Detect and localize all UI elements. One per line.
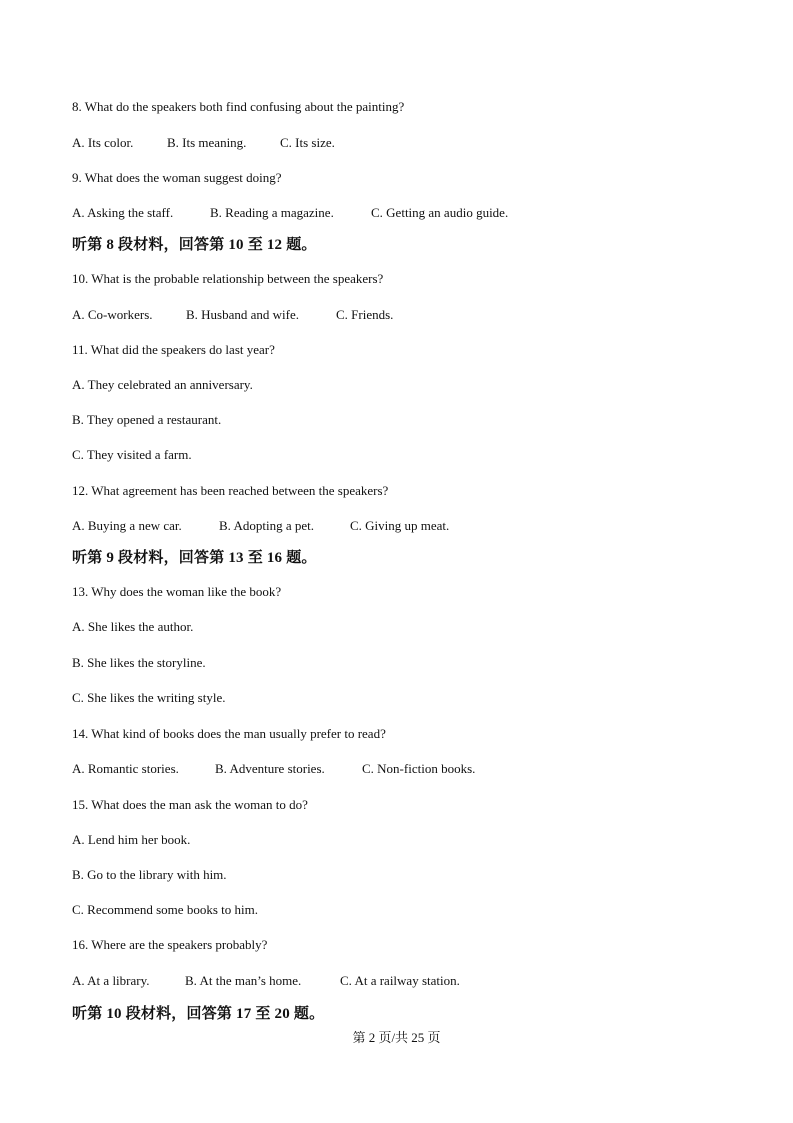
option-a: A. At a library. — [72, 973, 150, 988]
option-b: B. Its meaning. — [167, 135, 247, 150]
question-14: 14. What kind of books does the man usually prefer to read? — [72, 726, 386, 741]
option-b: B. Adventure stories. — [215, 761, 325, 776]
option-c: C. At a railway station. — [340, 973, 460, 988]
option-c: C. Its size. — [280, 135, 335, 150]
page-footer: 第 2 页/共 25 页 — [352, 1030, 441, 1045]
question-10-options — [72, 307, 393, 323]
option-c: C. Getting an audio guide. — [371, 205, 509, 220]
question-8-options — [72, 135, 335, 151]
question-11-option-b: B. They opened a restaurant. — [72, 412, 222, 427]
question-8: 8. What do the speakers both find confusing about the painting? — [72, 99, 405, 114]
question-13: 13. Why does the woman like the book? — [72, 584, 282, 599]
section-heading-10: 听第 10 段材料，回答第 17 至 20 题。 — [72, 1006, 325, 1022]
question-11-option-c: C. They visited a farm. — [72, 447, 192, 462]
question-9-options — [72, 205, 508, 221]
option-c: C. Non-fiction books. — [362, 761, 476, 776]
section-heading-9: 听第 9 段材料，回答第 13 至 16 题。 — [72, 550, 317, 566]
option-a: A. Romantic stories. — [72, 761, 179, 776]
option-c: C. Giving up meat. — [350, 518, 450, 533]
question-13-option-a: A. She likes the author. — [72, 619, 194, 634]
option-c: C. Friends. — [336, 307, 394, 322]
option-b: B. At the man’s home. — [185, 973, 302, 988]
question-10: 10. What is the probable relationship between the speakers? — [72, 271, 384, 286]
question-16: 16. Where are the speakers probably? — [72, 937, 268, 952]
question-11: 11. What did the speakers do last year? — [72, 342, 275, 357]
option-b: B. Adopting a pet. — [219, 518, 314, 533]
question-16-options — [72, 973, 460, 989]
question-15: 15. What does the man ask the woman to do? — [72, 797, 308, 812]
option-b: B. Reading a magazine. — [210, 205, 334, 220]
question-12: 12. What agreement has been reached between the speakers? — [72, 483, 389, 498]
option-a: A. Buying a new car. — [72, 518, 182, 533]
question-13-option-c: C. She likes the writing style. — [72, 690, 226, 705]
option-a: A. Co-workers. — [72, 307, 153, 322]
question-14-options — [72, 761, 475, 777]
question-15-option-c: C. Recommend some books to him. — [72, 902, 258, 917]
section-heading-8: 听第 8 段材料，回答第 10 至 12 题。 — [72, 237, 317, 253]
question-9: 9. What does the woman suggest doing? — [72, 170, 282, 185]
option-b: B. Husband and wife. — [186, 307, 300, 322]
question-13-option-b: B. She likes the storyline. — [72, 655, 206, 670]
question-12-options — [72, 518, 449, 534]
option-a: A. Its color. — [72, 135, 134, 150]
question-15-option-b: B. Go to the library with him. — [72, 867, 227, 882]
question-15-option-a: A. Lend him her book. — [72, 832, 191, 847]
option-a: A. Asking the staff. — [72, 205, 174, 220]
question-11-option-a: A. They celebrated an anniversary. — [72, 377, 253, 392]
